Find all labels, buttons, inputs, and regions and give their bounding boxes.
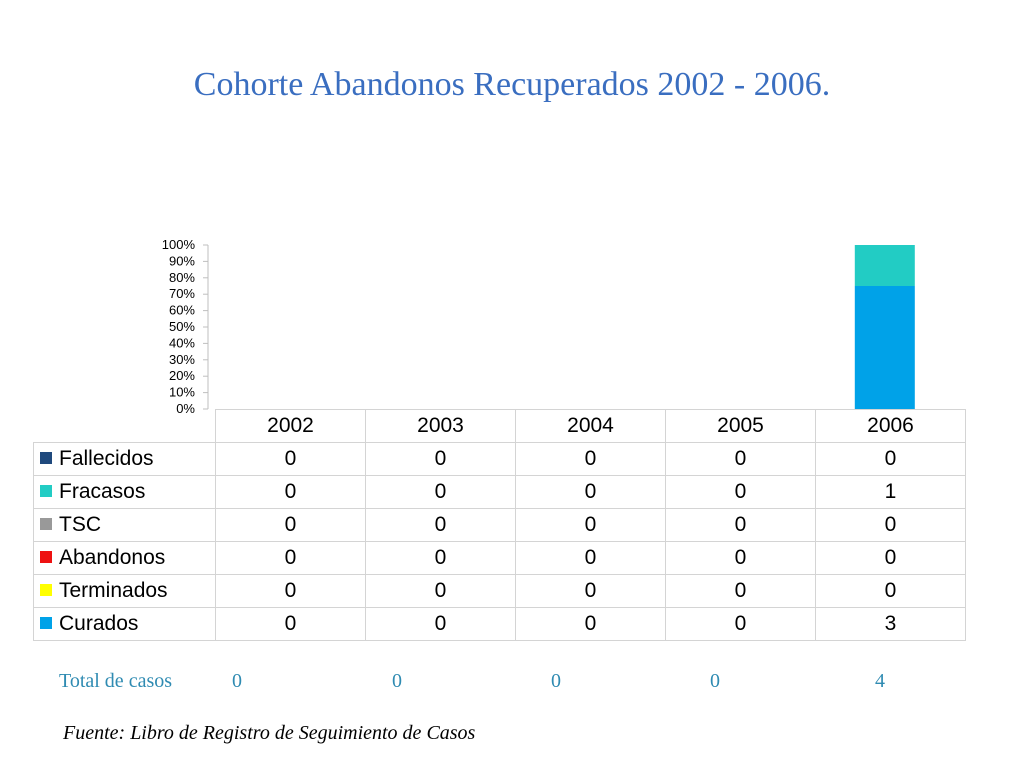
data-cell-2006: 1: [816, 476, 966, 509]
data-cell-2004: 0: [516, 608, 666, 641]
table-row-abandonos: [34, 542, 966, 575]
totals-row: [59, 670, 999, 696]
series-name: Fallecidos: [59, 447, 154, 470]
legend-swatch-icon: [40, 551, 52, 563]
chart-bars: [855, 245, 915, 409]
table-row-tsc: [34, 509, 966, 542]
table-body: [34, 443, 966, 641]
y-tick-label: 90%: [168, 253, 195, 269]
data-cell-2002: 0: [216, 509, 366, 542]
data-cell-2006: 0: [816, 542, 966, 575]
year-header-2005: 2005: [666, 410, 816, 443]
total-value-2002: 0: [232, 670, 242, 692]
data-cell-2005: 0: [666, 443, 816, 476]
data-cell-2004: 0: [516, 476, 666, 509]
data-cell-2006: 3: [816, 608, 966, 641]
data-cell-2002: 0: [216, 476, 366, 509]
total-value-2004: 0: [551, 670, 561, 692]
year-header-2004: 2004: [516, 410, 666, 443]
legend-swatch-icon: [40, 617, 52, 629]
data-cell-2004: 0: [516, 509, 666, 542]
year-header-2006: 2006: [816, 410, 966, 443]
series-name: TSC: [59, 513, 101, 536]
series-label-cell: [34, 575, 216, 608]
data-cell-2004: 0: [516, 575, 666, 608]
series-label-cell: [34, 542, 216, 575]
data-cell-2004: 0: [516, 542, 666, 575]
series-name: Terminados: [59, 579, 168, 602]
data-cell-2005: 0: [666, 476, 816, 509]
year-header-row: [34, 410, 966, 443]
data-cell-2002: 0: [216, 575, 366, 608]
data-cell-2002: 0: [216, 443, 366, 476]
series-name: Curados: [59, 612, 139, 635]
series-label-cell: [34, 509, 216, 542]
data-cell-2002: 0: [216, 542, 366, 575]
chart-data-table: [33, 409, 966, 641]
data-cell-2003: 0: [366, 509, 516, 542]
series-name: Abandonos: [59, 546, 166, 569]
table-row-curados: [34, 608, 966, 641]
data-cell-2003: 0: [366, 575, 516, 608]
data-cell-2006: 0: [816, 575, 966, 608]
bar-segment-fracasos-2006: [855, 245, 915, 286]
series-name: Fracasos: [59, 480, 146, 503]
total-value-2003: 0: [392, 670, 402, 692]
bar-segment-curados-2006: [855, 286, 915, 409]
total-value-2005: 0: [710, 670, 720, 692]
data-cell-2006: 0: [816, 509, 966, 542]
y-tick-label: 80%: [168, 269, 195, 285]
data-cell-2004: 0: [516, 443, 666, 476]
legend-swatch-icon: [40, 452, 52, 464]
series-label-cell: [34, 476, 216, 509]
y-tick-label: 40%: [168, 335, 195, 351]
data-cell-2005: 0: [666, 542, 816, 575]
year-header-2002: 2002: [216, 410, 366, 443]
legend-swatch-icon: [40, 584, 52, 596]
table-row-terminados: [34, 575, 966, 608]
source-note: Fuente: Libro de Registro de Seguimiento de Casos: [63, 722, 476, 744]
y-tick-label: 70%: [168, 286, 195, 302]
data-cell-2005: 0: [666, 575, 816, 608]
table-corner: [34, 410, 216, 443]
y-tick-label: 10%: [168, 384, 195, 400]
data-cell-2003: 0: [366, 476, 516, 509]
series-label-cell: [34, 608, 216, 641]
legend-swatch-icon: [40, 518, 52, 530]
data-cell-2005: 0: [666, 509, 816, 542]
series-label-cell: [34, 443, 216, 476]
data-cell-2006: 0: [816, 443, 966, 476]
y-tick-label: 60%: [168, 302, 195, 318]
slide-title: Cohorte Abandonos Recuperados 2002 - 2006.: [193, 66, 831, 103]
data-cell-2003: 0: [366, 443, 516, 476]
table-row-fracasos: [34, 476, 966, 509]
y-tick-label: 0%: [176, 401, 195, 416]
total-value-2006: 4: [875, 670, 885, 692]
table-row-fallecidos: [34, 443, 966, 476]
data-cell-2005: 0: [666, 608, 816, 641]
y-tick-label: 30%: [168, 351, 195, 367]
year-header-2003: 2003: [366, 410, 516, 443]
data-cell-2002: 0: [216, 608, 366, 641]
y-tick-label: 50%: [168, 319, 195, 334]
totals-label: Total de casos: [59, 670, 173, 692]
y-tick-label: 100%: [161, 237, 195, 252]
y-tick-label: 20%: [168, 368, 195, 384]
legend-swatch-icon: [40, 485, 52, 497]
data-cell-2003: 0: [366, 542, 516, 575]
data-cell-2003: 0: [366, 608, 516, 641]
y-axis: [162, 237, 208, 416]
